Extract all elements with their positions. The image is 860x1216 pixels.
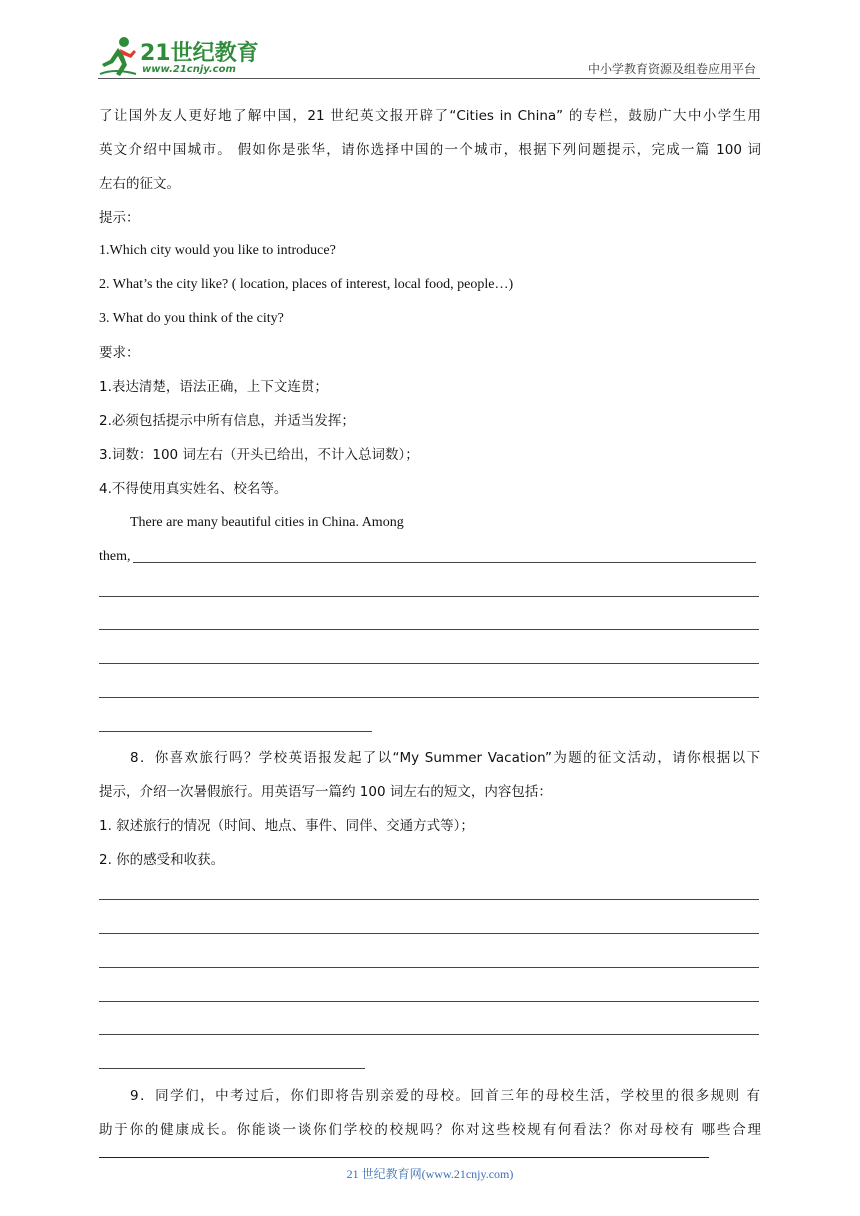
site-logo[interactable] <box>98 34 258 80</box>
q8-point-1: 1. 叙述旅行的情况（时间、地点、事件、同伴、交通方式等）； <box>99 818 474 834</box>
logo-url: www.21cnjy.com <box>142 64 236 75</box>
answer-line[interactable] <box>99 596 759 597</box>
requirement-item-1: 1.表达清楚，语法正确，上下文连贯； <box>99 379 328 395</box>
footer-divider <box>99 1157 709 1158</box>
page-header <box>98 34 760 82</box>
answer-line[interactable] <box>133 562 756 563</box>
essay-opening: There are many beautiful cities in China. Among <box>130 515 404 530</box>
logo-text: 21世纪教育 <box>140 41 259 66</box>
answer-line[interactable] <box>99 967 759 968</box>
answer-line[interactable] <box>99 933 759 934</box>
requirement-item-4: 4.不得使用真实姓名、校名等。 <box>99 481 288 497</box>
q7-intro-line-1: 了让国外友人更好地了解中国，21 世纪英文报开辟了“Cities in China” 的专栏，鼓励广大中小学生用 <box>99 108 761 124</box>
requirement-item-2: 2.必须包括提示中所有信息，并适当发挥； <box>99 413 355 429</box>
answer-line[interactable] <box>99 731 372 732</box>
hint-item-1: 1.Which city would you like to introduce? <box>99 243 336 258</box>
requirement-label: 要求： <box>99 345 140 361</box>
q8-point-2: 2. 你的感受和收获。 <box>99 852 225 868</box>
hint-item-3: 3. What do you think of the city? <box>99 311 284 326</box>
essay-opening-cont: them, <box>99 549 131 564</box>
q9-line-2: 助于你的健康成长。你能谈一谈你们学校的校规吗？你对这些校规有何看法？你对母校有 哪些合理 <box>99 1122 761 1138</box>
hint-item-2: 2. What’s the city like? ( location, places of interest, local food, people…) <box>99 277 514 292</box>
q9-line-1: 9．同学们，中考过后，你们即将告别亲爱的母校。回首三年的母校生活，学校里的很多规则 有 <box>130 1088 760 1104</box>
footer-source-link[interactable]: 21 世纪教育网(www.21cnjy.com) <box>346 1167 514 1181</box>
platform-title: 中小学教育资源及组卷应用平台 <box>587 62 756 76</box>
header-divider <box>98 78 760 79</box>
answer-line[interactable] <box>99 1001 759 1002</box>
q7-intro-line-3: 左右的征文。 <box>99 176 180 192</box>
requirement-item-3: 3.词数：100 词左右（开头已给出，不计入总词数）； <box>99 447 419 463</box>
answer-line[interactable] <box>99 629 759 630</box>
q8-line-2: 提示，介绍一次暑假旅行。用英语写一篇约 100 词左右的短文，内容包括： <box>99 784 552 800</box>
answer-line[interactable] <box>99 1034 759 1035</box>
runner-logo-icon <box>98 34 138 78</box>
hint-label: 提示： <box>99 210 140 226</box>
answer-line[interactable] <box>99 663 759 664</box>
answer-line[interactable] <box>99 697 759 698</box>
q7-intro-line-2: 英文介绍中国城市。 假如你是张华，请你选择中国的一个城市，根据下列问题提示，完成一篇 100 词 <box>99 142 761 158</box>
answer-line[interactable] <box>99 1068 365 1069</box>
q8-line-1: 8．你喜欢旅行吗？学校英语报发起了以“My Summer Vacation”为题的征文活动，请你根据以下 <box>130 750 760 766</box>
answer-line[interactable] <box>99 899 759 900</box>
